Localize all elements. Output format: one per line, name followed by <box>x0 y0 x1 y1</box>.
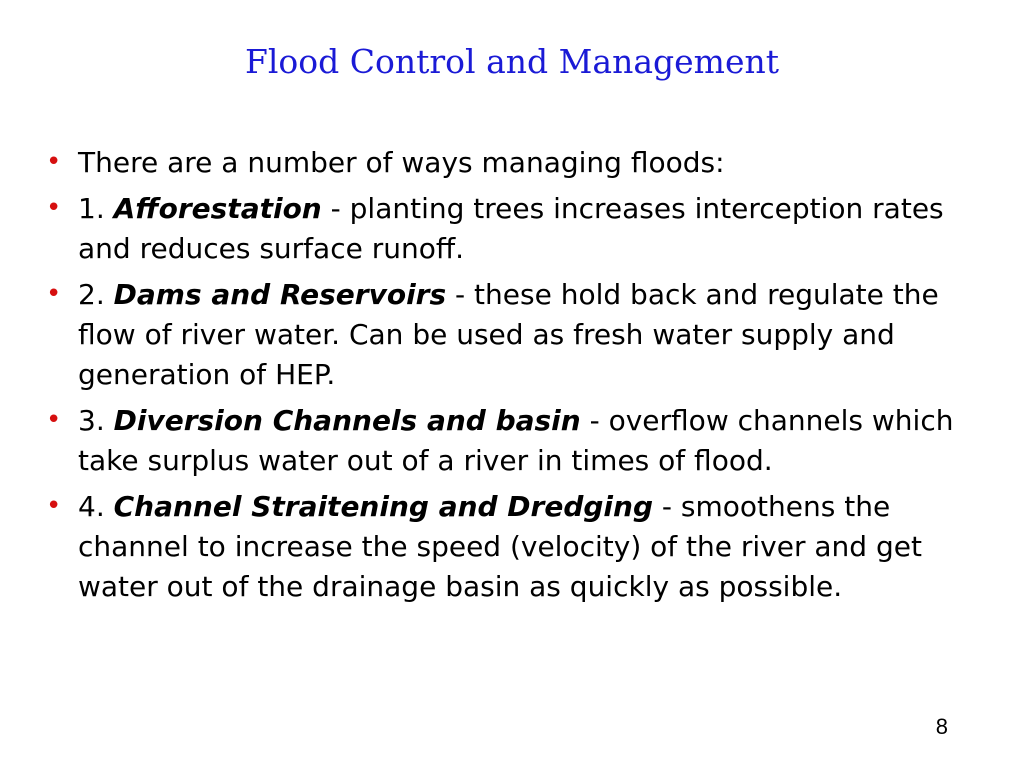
bullet-item-diversion <box>46 401 996 481</box>
bullet-text: There are a number of ways managing floods: <box>78 146 725 179</box>
bullet-icon: • <box>46 147 62 177</box>
bullet-term: Channel Straitening and Dredging <box>113 490 654 523</box>
bullet-term: Afforestation <box>113 192 322 225</box>
bullet-text: - smoothens the channel to increase the speed (velocity) of the river and get water out of the drainage basin as quickly as possible. <box>78 490 922 603</box>
bullet-item-intro <box>46 143 996 183</box>
bullet-text: - overflow channels which take surplus water out of a river in times of flood. <box>78 404 954 477</box>
bullet-term: Dams and Reservoirs <box>113 278 447 311</box>
bullet-icon: • <box>46 405 62 435</box>
bullet-term: Diversion Channels and basin <box>113 404 581 437</box>
bullet-text: - these hold back and regulate the flow of river water. Can be used as fresh water supply and generation of HEP. <box>78 278 939 391</box>
bullet-item-afforestation <box>46 189 996 269</box>
bullet-prefix: 1. <box>78 192 114 225</box>
bullet-item-channel <box>46 487 996 607</box>
bullet-icon: • <box>46 279 62 309</box>
page-number: 8 <box>935 714 948 739</box>
bullet-prefix: 4. <box>78 490 114 523</box>
slide-title: Flood Control and Management <box>244 42 780 81</box>
bullet-prefix: 2. <box>78 278 114 311</box>
bullet-prefix: 3. <box>78 404 114 437</box>
bullet-text: - planting trees increases interception rates and reduces surface runoff. <box>78 192 944 265</box>
bullet-list <box>46 143 996 613</box>
bullet-item-dams <box>46 275 996 395</box>
bullet-icon: • <box>46 491 62 521</box>
bullet-icon: • <box>46 193 62 223</box>
